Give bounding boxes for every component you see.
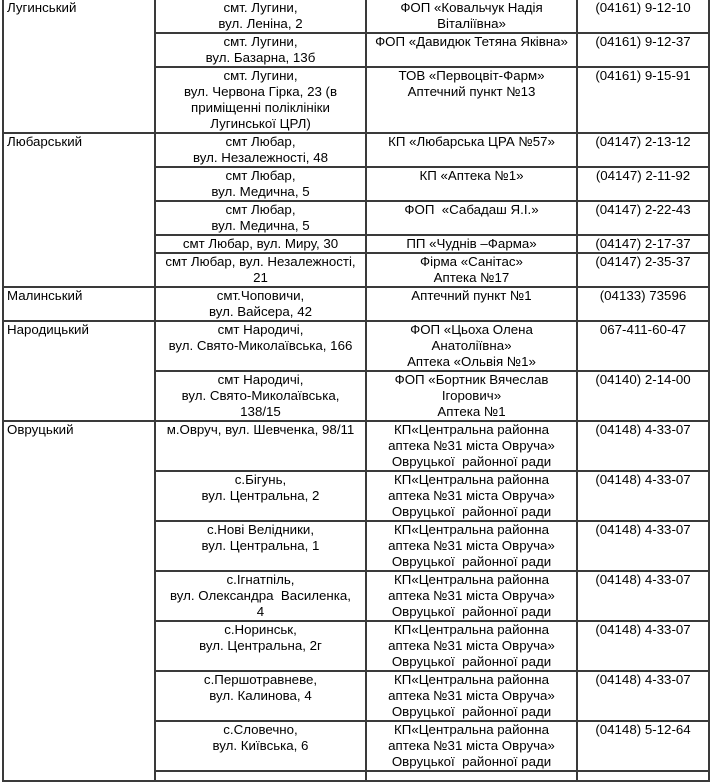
address-cell (155, 671, 366, 721)
pharmacy-cell (366, 621, 577, 671)
pharmacy-cell-line: аптека №31 міста Овруча» (388, 738, 555, 753)
address-cell-line: вул. Червона Гірка, 23 (в (183, 84, 338, 99)
address-cell (155, 67, 366, 133)
pharmacy-cell (366, 771, 577, 781)
pharmacy-cell-line: ФОП «Давидюк Тетяна Яківна» (375, 34, 568, 49)
pharmacy-cell-line: Овруцької районної ради (391, 504, 552, 519)
phone-cell-text: (04161) 9-15-91 (595, 68, 691, 83)
address-cell-line: с.Бігунь, (234, 472, 287, 487)
address-cell-line: смт. Лугини, (223, 68, 298, 83)
pharmacy-cell (366, 571, 577, 621)
address-cell (155, 201, 366, 235)
phone-cell-text: (04148) 4-33-07 (595, 472, 691, 487)
pharmacy-cell (366, 421, 577, 471)
pharmacy-cell (366, 0, 577, 33)
pharmacy-cell (366, 287, 577, 321)
phone-cell-text: (04147) 2-11-92 (595, 168, 691, 183)
phone-cell-text: (04148) 4-33-07 (595, 522, 691, 537)
pharmacy-cell-line: КП«Центральна районна (394, 472, 549, 487)
pharmacy-cell-line: Овруцької районної ради (391, 654, 552, 669)
phone-cell (577, 321, 709, 371)
address-cell (155, 33, 366, 67)
phone-cell (577, 671, 709, 721)
address-cell-line: смт Любар, вул. Миру, 30 (182, 236, 339, 251)
pharmacy-cell (366, 521, 577, 571)
pharmacy-cell-line: КП«Центральна районна (394, 422, 549, 437)
phone-cell (577, 471, 709, 521)
pharmacy-cell (366, 201, 577, 235)
pharmacy-cell-line: ПП «Чуднів –Фарма» (406, 236, 537, 251)
address-cell (155, 771, 366, 781)
address-cell (155, 371, 366, 421)
pharmacy-cell-line: Овруцької районної ради (391, 604, 552, 619)
pharmacy-cell (366, 167, 577, 201)
address-cell (155, 721, 366, 771)
address-cell-line: смт. Лугини, (223, 0, 298, 15)
address-cell-line: смт Любар, вул. Незалежності, (165, 254, 356, 269)
address-cell-line: вул. Базарна, 13б (205, 50, 316, 65)
district-cell (3, 133, 155, 287)
address-cell-line: с.Словечно, (223, 722, 298, 737)
phone-cell-text: (04148) 5-12-64 (595, 722, 691, 737)
address-cell (155, 421, 366, 471)
phone-cell-text: 067-411-60-47 (599, 322, 687, 337)
phone-cell (577, 421, 709, 471)
phone-cell (577, 235, 709, 253)
pharmacy-cell-line: Овруцької районної ради (391, 454, 552, 469)
pharmacy-table (2, 0, 710, 782)
address-cell-line: вул. Калинова, 4 (209, 688, 312, 703)
pharmacy-table-body (3, 0, 709, 781)
pharmacy-cell-line: Овруцької районної ради (391, 704, 552, 719)
phone-cell (577, 33, 709, 67)
pharmacy-cell-line: ФОП «Ковальчук Надія (400, 0, 543, 15)
phone-cell-text: (04161) 9-12-10 (595, 0, 691, 15)
address-cell-line: с.Ігнатпіль, (226, 572, 295, 587)
district-name: Народицький (7, 322, 89, 337)
phone-cell-text: (04147) 2-35-37 (595, 254, 691, 269)
district-cell (3, 0, 155, 133)
pharmacy-cell (366, 721, 577, 771)
pharmacy-cell-line: ФОП «Цьоха Олена (410, 322, 533, 337)
pharmacy-cell-line: КП «Любарська ЦРА №57» (388, 134, 555, 149)
address-cell-line: вул. Центральна, 2г (199, 638, 322, 653)
pharmacy-cell-line: Аптека №17 (433, 270, 510, 285)
pharmacy-cell-line: Аптечний пункт №13 (407, 84, 536, 99)
address-cell-line: вул. Свято-Миколаївська, 166 (168, 338, 353, 353)
pharmacy-cell-line: КП«Центральна районна (394, 722, 549, 737)
address-cell (155, 521, 366, 571)
phone-cell (577, 287, 709, 321)
pharmacy-cell (366, 133, 577, 167)
pharmacy-cell (366, 67, 577, 133)
address-cell-line: вул. Свято-Миколаївська, (181, 388, 340, 403)
address-cell (155, 133, 366, 167)
pharmacy-cell-line: Аптечний пункт №1 (411, 288, 532, 303)
address-cell-line: вул. Центральна, 2 (201, 488, 320, 503)
phone-cell-text: (04147) 2-13-12 (595, 134, 691, 149)
phone-cell (577, 253, 709, 287)
address-cell (155, 235, 366, 253)
pharmacy-cell-line: аптека №31 міста Овруча» (388, 538, 555, 553)
phone-cell-text: (04161) 9-12-37 (595, 34, 691, 49)
pharmacy-cell (366, 253, 577, 287)
address-cell-line: смт.Чоповичи, (216, 288, 305, 303)
table-row (3, 133, 709, 167)
pharmacy-cell-line: аптека №31 міста Овруча» (388, 688, 555, 703)
address-cell-line: с.Нові Велідники, (206, 522, 315, 537)
phone-cell (577, 67, 709, 133)
pharmacy-cell-line: аптека №31 міста Овруча» (388, 638, 555, 653)
address-cell (155, 571, 366, 621)
pharmacy-cell-line: аптека №31 міста Овруча» (388, 588, 555, 603)
phone-cell (577, 167, 709, 201)
phone-cell (577, 201, 709, 235)
pharmacy-cell-line: КП«Центральна районна (394, 672, 549, 687)
address-cell-line: вул. Вайсера, 42 (209, 304, 312, 319)
address-cell-line: вул. Медична, 5 (211, 184, 310, 199)
address-cell-line: смт Любар, (225, 134, 296, 149)
address-cell-line: 138/15 (240, 404, 281, 419)
pharmacy-cell-line: Овруцької районної ради (391, 554, 552, 569)
pharmacy-cell-line: Фірма «Санітас» (420, 254, 523, 269)
district-name: Овруцький (7, 422, 74, 437)
address-cell-line: смт Народичі, (217, 372, 304, 387)
phone-cell (577, 621, 709, 671)
district-name: Лугинський (7, 0, 77, 15)
phone-cell (577, 571, 709, 621)
address-cell-line: вул. Незалежності, 48 (193, 150, 328, 165)
address-cell-line: с.Норинськ, (224, 622, 297, 637)
address-cell (155, 621, 366, 671)
pharmacy-cell (366, 671, 577, 721)
pharmacy-cell-line: КП«Центральна районна (394, 622, 549, 637)
address-cell-line: 4 (256, 604, 265, 619)
phone-cell-text: (04140) 2-14-00 (595, 372, 691, 387)
pharmacy-cell-line: Віталіївна» (437, 16, 506, 31)
address-cell-line: смт Любар, (225, 168, 296, 183)
table-row (3, 321, 709, 371)
table-row (3, 0, 709, 33)
phone-cell-text: (04148) 4-33-07 (595, 672, 691, 687)
pharmacy-cell-line: Ігорович» (441, 388, 502, 403)
phone-cell (577, 0, 709, 33)
pharmacy-cell-line: аптека №31 міста Овруча» (388, 488, 555, 503)
phone-cell-text: (04148) 4-33-07 (595, 622, 691, 637)
address-cell-line: приміщенні поліклініки (191, 100, 330, 115)
pharmacy-cell-line: Анатоліївна» (431, 338, 512, 353)
pharmacy-cell-line: ТОВ «Первоцвіт-Фарм» (398, 68, 545, 83)
phone-cell (577, 771, 709, 781)
address-cell-line: смт Любар, (225, 202, 296, 217)
phone-cell-text: (04147) 2-17-37 (595, 236, 691, 251)
address-cell (155, 321, 366, 371)
pharmacy-cell-line: ФОП «Сабадаш Я.І.» (404, 202, 539, 217)
address-cell-line: смт. Лугини, (223, 34, 298, 49)
phone-cell (577, 721, 709, 771)
table-row (3, 421, 709, 471)
address-cell-line: смт Народичі, (217, 322, 304, 337)
district-name: Малинський (7, 288, 83, 303)
address-cell (155, 253, 366, 287)
district-name: Любарський (7, 134, 83, 149)
pharmacy-table-container (2, 0, 710, 782)
address-cell-line: вул. Київська, 6 (212, 738, 309, 753)
address-cell (155, 287, 366, 321)
pharmacy-cell-line: Овруцької районної ради (391, 754, 552, 769)
address-cell-line: Лугинської ЦРЛ) (210, 116, 311, 131)
pharmacy-cell-line: аптека №31 міста Овруча» (388, 438, 555, 453)
pharmacy-cell (366, 33, 577, 67)
pharmacy-cell (366, 235, 577, 253)
phone-cell-text: (04133) 73596 (599, 288, 687, 303)
phone-cell (577, 371, 709, 421)
address-cell-line: вул. Центральна, 1 (201, 538, 320, 553)
address-cell-line: вул. Леніна, 2 (218, 16, 303, 31)
pharmacy-cell (366, 321, 577, 371)
phone-cell-text: (04147) 2-22-43 (595, 202, 691, 217)
address-cell-line: 21 (253, 270, 268, 285)
phone-cell (577, 133, 709, 167)
pharmacy-cell-line: КП«Центральна районна (394, 572, 549, 587)
pharmacy-cell-line: Аптека «Ольвія №1» (407, 354, 536, 369)
district-cell (3, 421, 155, 781)
address-cell-line: вул. Медична, 5 (211, 218, 310, 233)
district-cell (3, 287, 155, 321)
address-cell (155, 0, 366, 33)
pharmacy-cell-line: КП «Аптека №1» (419, 168, 524, 183)
pharmacy-cell-line: КП«Центральна районна (394, 522, 549, 537)
address-cell (155, 471, 366, 521)
phone-cell-text: (04148) 4-33-07 (595, 422, 691, 437)
pharmacy-cell (366, 471, 577, 521)
address-cell (155, 167, 366, 201)
table-row (3, 287, 709, 321)
address-cell-line: м.Овруч, вул. Шевченка, 98/11 (166, 422, 355, 437)
address-cell-line: вул. Олександра Василенка, (170, 588, 351, 603)
address-cell-line: с.Першотравневе, (203, 672, 318, 687)
phone-cell (577, 521, 709, 571)
phone-cell-text: (04148) 4-33-07 (595, 572, 691, 587)
district-cell (3, 321, 155, 421)
pharmacy-cell-line: Аптека №1 (437, 404, 506, 419)
pharmacy-cell-line: ФОП «Бортник Вячеслав (394, 372, 549, 387)
pharmacy-cell (366, 371, 577, 421)
